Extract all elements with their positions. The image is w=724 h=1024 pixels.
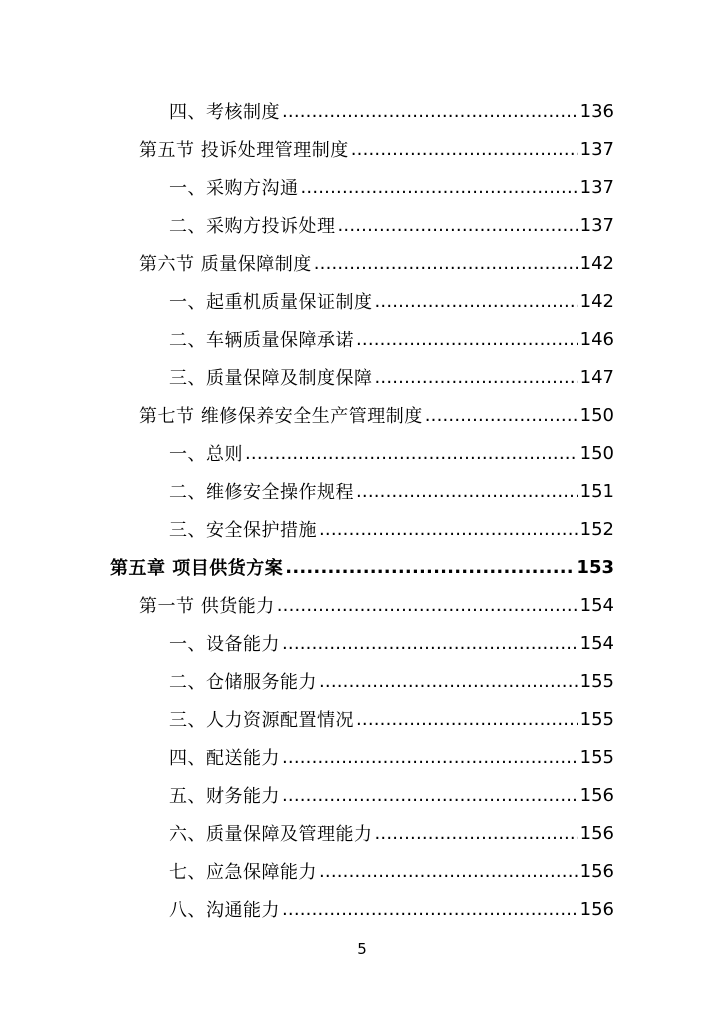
toc-entry[interactable] <box>169 814 614 852</box>
toc-entry-page: 156 <box>579 860 614 882</box>
toc-entry[interactable] <box>139 586 614 624</box>
toc-dot-leader <box>301 177 578 198</box>
toc-dot-leader <box>375 367 578 388</box>
toc-dot-leader <box>356 329 578 350</box>
toc-dot-leader <box>282 785 578 806</box>
toc-entry[interactable] <box>169 738 614 776</box>
toc-entry-title: 二、采购方投诉处理 <box>169 216 336 237</box>
toc-dot-leader <box>425 405 578 426</box>
toc-dot-leader <box>285 557 574 578</box>
toc-entry-title: 四、考核制度 <box>169 102 280 123</box>
toc-dot-leader <box>282 899 578 920</box>
toc-entry-page: 154 <box>579 594 614 616</box>
toc-dot-leader <box>356 709 578 730</box>
toc-entry-title: 三、安全保护措施 <box>169 520 317 541</box>
toc-entry-title: 六、质量保障及管理能力 <box>169 824 373 845</box>
toc-entry-page: 146 <box>579 328 614 350</box>
toc-entry-title: 三、人力资源配置情况 <box>169 710 354 731</box>
toc-entry[interactable] <box>169 890 614 928</box>
toc-entry-title: 三、质量保障及制度保障 <box>169 368 373 389</box>
toc-entry-title: 一、起重机质量保证制度 <box>169 292 373 313</box>
toc-entry-title: 第五节 投诉处理管理制度 <box>139 140 349 161</box>
toc-dot-leader <box>245 443 578 464</box>
toc-entry[interactable] <box>169 472 614 510</box>
toc-dot-leader <box>319 861 578 882</box>
toc-entry[interactable] <box>169 168 614 206</box>
toc-dot-leader <box>356 481 578 502</box>
toc-entry-page: 137 <box>579 176 614 198</box>
toc-entry[interactable] <box>169 206 614 244</box>
toc-dot-leader <box>277 595 578 616</box>
toc-entry[interactable] <box>169 282 614 320</box>
toc-entry[interactable] <box>169 852 614 890</box>
toc-chapter-entry[interactable] <box>110 548 614 586</box>
toc-entry-title: 四、配送能力 <box>169 748 280 769</box>
toc-entry-title: 一、采购方沟通 <box>169 178 299 199</box>
toc-entry[interactable] <box>169 700 614 738</box>
toc-entry-title: 一、总则 <box>169 444 243 465</box>
toc-entry-page: 153 <box>576 556 614 578</box>
toc-entry-page: 137 <box>579 138 614 160</box>
toc-dot-leader <box>282 633 578 654</box>
toc-entry-page: 150 <box>579 404 614 426</box>
toc-entry-page: 156 <box>579 822 614 844</box>
toc-entry-page: 151 <box>579 480 614 502</box>
toc-dot-leader <box>375 823 578 844</box>
toc-entry-page: 154 <box>579 632 614 654</box>
page-number: 5 <box>357 940 367 958</box>
toc-entry-page: 155 <box>579 670 614 692</box>
toc-entry[interactable] <box>169 662 614 700</box>
toc-entry-title: 五、财务能力 <box>169 786 280 807</box>
toc-entry-page: 156 <box>579 784 614 806</box>
toc-dot-leader <box>314 253 578 274</box>
toc-entry-title: 第七节 维修保养安全生产管理制度 <box>139 406 423 427</box>
toc-entry-title: 第一节 供货能力 <box>139 596 275 617</box>
toc-entry-title: 八、沟通能力 <box>169 900 280 921</box>
toc-entry[interactable] <box>169 92 614 130</box>
toc-dot-leader <box>351 139 578 160</box>
toc-entry-page: 142 <box>579 290 614 312</box>
toc-entry-page: 137 <box>579 214 614 236</box>
toc-entry-title: 一、设备能力 <box>169 634 280 655</box>
toc-dot-leader <box>338 215 578 236</box>
toc-dot-leader <box>319 519 578 540</box>
toc-entry-title: 二、维修安全操作规程 <box>169 482 354 503</box>
toc-entry[interactable] <box>169 624 614 662</box>
toc-entry-page: 152 <box>579 518 614 540</box>
toc-entry[interactable] <box>169 320 614 358</box>
toc-entry-page: 155 <box>579 708 614 730</box>
toc-entry-page: 150 <box>579 442 614 464</box>
toc-dot-leader <box>282 101 578 122</box>
toc-entry[interactable] <box>169 434 614 472</box>
toc-entry[interactable] <box>169 510 614 548</box>
toc-entry-page: 147 <box>579 366 614 388</box>
toc-dot-leader <box>375 291 578 312</box>
toc-entry[interactable] <box>139 130 614 168</box>
toc-entry-page: 136 <box>579 100 614 122</box>
toc-entry-title: 七、应急保障能力 <box>169 862 317 883</box>
toc-entry-page: 155 <box>579 746 614 768</box>
toc-entry[interactable] <box>169 358 614 396</box>
toc-dot-leader <box>282 747 578 768</box>
toc-entry-title: 二、仓储服务能力 <box>169 672 317 693</box>
toc-entry-title: 第五章 项目供货方案 <box>110 558 284 579</box>
toc-entry-title: 第六节 质量保障制度 <box>139 254 312 275</box>
toc-entry-page: 142 <box>579 252 614 274</box>
toc-entry-page: 156 <box>579 898 614 920</box>
toc-dot-leader <box>319 671 578 692</box>
toc-entry-title: 二、车辆质量保障承诺 <box>169 330 354 351</box>
toc-entry[interactable] <box>139 244 614 282</box>
toc-entry[interactable] <box>169 776 614 814</box>
toc-entry[interactable] <box>139 396 614 434</box>
